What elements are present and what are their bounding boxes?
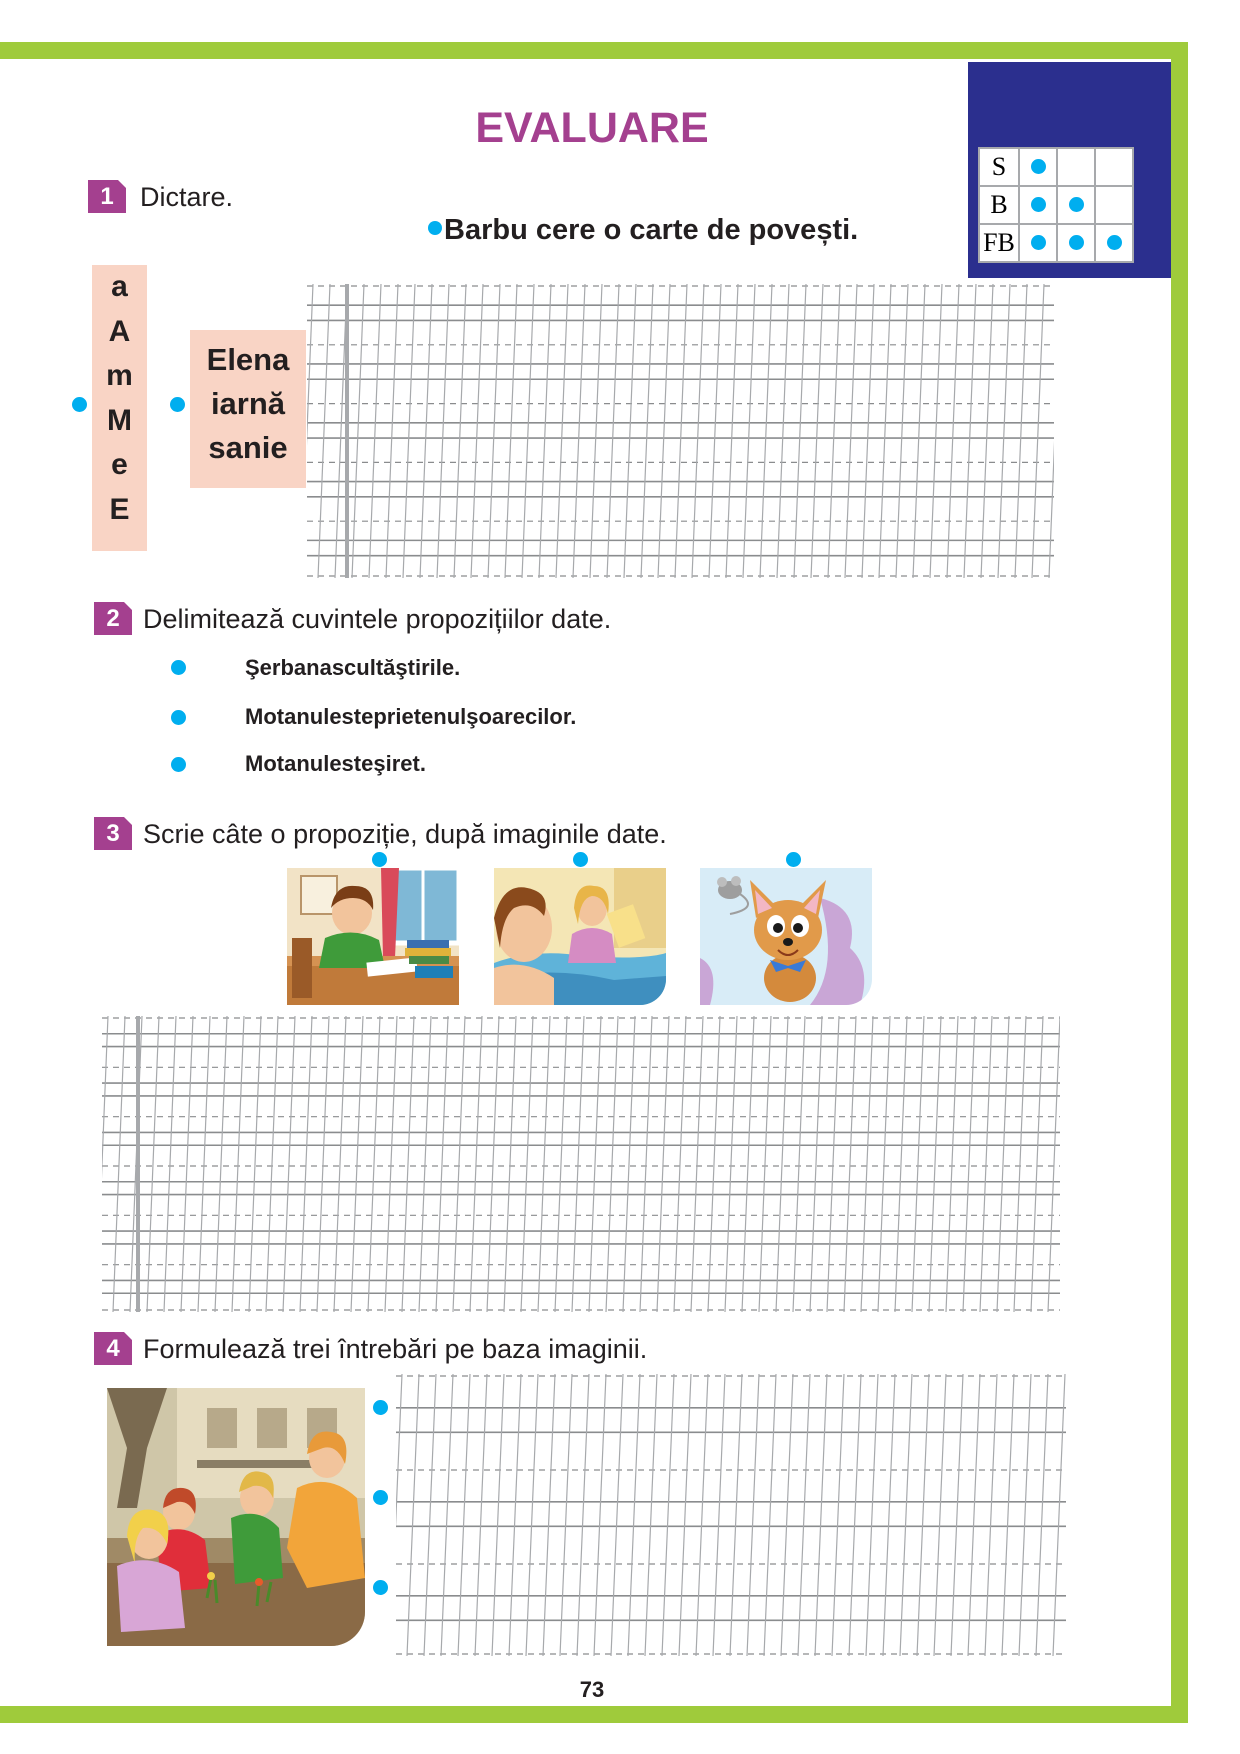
evaluation-grid (978, 147, 1134, 263)
ruled-lines (396, 1374, 1066, 1656)
ruled-lines (307, 284, 1054, 578)
eval-row-s (979, 148, 1133, 186)
bullet-dot (373, 1580, 388, 1595)
bullet-dot (1031, 235, 1046, 250)
eval-label-s: S (979, 148, 1019, 186)
children-reading-drawing (494, 868, 666, 1005)
writing-area-questions[interactable] (396, 1374, 1066, 1656)
bullet-dot (1069, 235, 1084, 250)
word: iarnă (210, 386, 286, 421)
letter: E (109, 492, 130, 526)
bullet-dot (1069, 197, 1084, 212)
page-number: 73 (579, 1677, 605, 1702)
boy-writing-image (287, 868, 459, 1005)
words-box (190, 330, 306, 488)
writing-area-sentences[interactable] (102, 1016, 1060, 1312)
bullet-dot (1031, 197, 1046, 212)
exercise-4-instruction: Formulează trei întrebări pe baza imaginii. (143, 1334, 648, 1364)
bullet-dot (1107, 235, 1122, 250)
cat-mouse-drawing (700, 868, 872, 1005)
bullet-dot (428, 221, 442, 235)
eval-cell[interactable] (1057, 224, 1095, 262)
eval-cell[interactable] (1019, 186, 1057, 224)
writing-area-dictation[interactable] (307, 284, 1054, 578)
eval-label-fb: FB (979, 224, 1019, 262)
exercise-1-instruction: Dictare. (140, 182, 234, 212)
sentence-1: Şerbanascultăştirile. (245, 655, 461, 680)
bullet-dot (171, 660, 186, 675)
eval-row-b (979, 186, 1133, 224)
exercise-3-number: 3 (94, 817, 132, 850)
page-title: EVALUARE (475, 104, 709, 152)
boy-writing-drawing (287, 868, 459, 1005)
exercise-2-instruction: Delimitează cuvintele propozițiilor date. (143, 604, 612, 634)
bullet-dot (171, 757, 186, 772)
bullet-dot (72, 397, 87, 412)
exercise-1-number: 1 (88, 180, 126, 213)
bullet-dot (373, 1400, 388, 1415)
eval-cell[interactable] (1019, 148, 1057, 186)
eval-cell[interactable] (1095, 186, 1133, 224)
word: Elena (206, 342, 290, 377)
bullet-dot (573, 852, 588, 867)
page-border-top (0, 42, 1188, 59)
bullet-dot (171, 710, 186, 725)
eval-cell[interactable] (1095, 148, 1133, 186)
eval-cell[interactable] (1019, 224, 1057, 262)
eval-cell[interactable] (1057, 148, 1095, 186)
dictation-sentence (428, 214, 858, 247)
bullet-dot (786, 852, 801, 867)
exercise-3-instruction: Scrie câte o propoziție, după imaginile date. (143, 819, 667, 849)
bullet-dot (1031, 159, 1046, 174)
eval-cell[interactable] (1057, 186, 1095, 224)
eval-cell[interactable] (1095, 224, 1133, 262)
children-planting-drawing (107, 1388, 365, 1646)
letter: M (107, 403, 132, 437)
cat-mouse-image (700, 868, 872, 1005)
letter: a (111, 270, 128, 303)
ruled-lines (102, 1016, 1060, 1312)
letter: e (111, 448, 128, 481)
eval-row-fb (979, 224, 1133, 262)
children-planting-image (107, 1388, 365, 1646)
letters-box (92, 265, 147, 551)
exercise-2-number: 2 (94, 602, 132, 635)
children-reading-image (494, 868, 666, 1005)
bullet-dot (170, 397, 185, 412)
page-border-bottom (0, 1706, 1188, 1723)
eval-label-b: B (979, 186, 1019, 224)
letter: A (108, 314, 131, 348)
letter: m (106, 359, 133, 392)
dictation-sentence-text: Barbu cere o carte de povești. (444, 214, 859, 246)
sentence-2: Motanulesteprietenulşoarecilor. (245, 704, 577, 729)
word: sanie (208, 430, 288, 465)
exercise-4-number: 4 (94, 1332, 132, 1365)
page-border-right (1171, 42, 1188, 1723)
bullet-dot (372, 852, 387, 867)
sentence-3: Motanulesteşiret. (245, 751, 426, 776)
bullet-dot (373, 1490, 388, 1505)
